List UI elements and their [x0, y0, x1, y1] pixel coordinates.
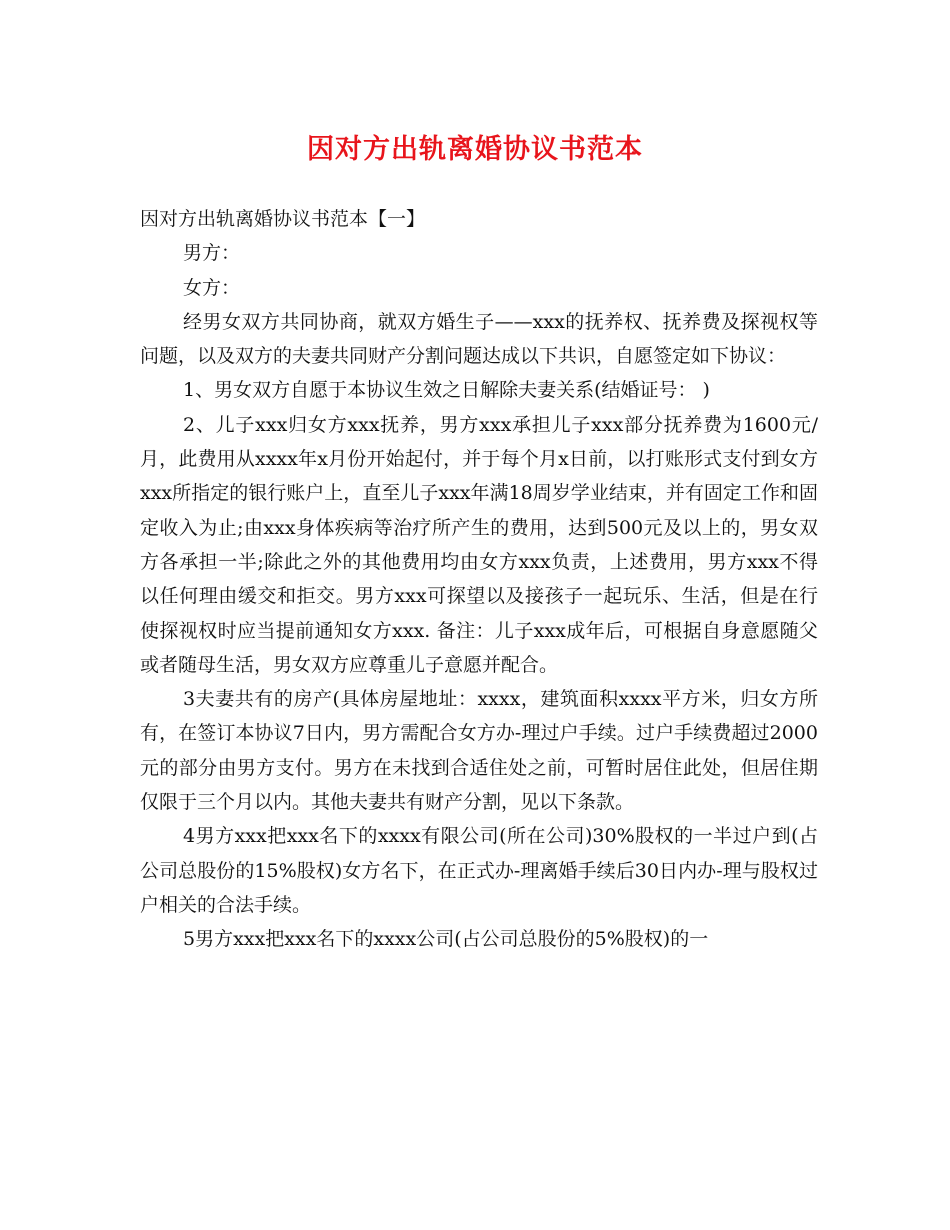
- clause-1-paragraph: 1、男女双方自愿于本协议生效之日解除夫妻关系(结婚证号： ): [183, 379, 710, 402]
- clause-5-paragraph: 5男方xxx把xxx名下的xxxx公司(占公司总股份的5%股权)的一: [183, 928, 709, 951]
- party-female-line: 女方：: [183, 276, 241, 299]
- preamble-paragraph: 经男女双方共同协商，就双方婚生子——xxx的抚养权、抚养费及探视权等问题，以及双方的夫妻共同财产分割问题达成以下共识，自愿签定如下协议：: [140, 310, 818, 368]
- clause-2-paragraph: 2、儿子xxx归女方xxx抚养，男方xxx承担儿子xxx部分抚养费为1600元/月，此费用从xxxx年x月份开始起付，并于每个月x日前，以打账形式支付到女方xxx所指定的银行账户上，直至儿子xxx年满18周岁学业结束，并有固定工作和固定收入为止;由xxx身体疾病等治疗所产生的费用，达到500元及以上的，男女双方各承担一半;除此之外的其他费用均由女方xxx负责，上述费用，男方xxx不得以任何理由缓交和拒交。男方xxx可探望以及接孩子一起玩乐、生活，但是在行使探视权时应当提前通知女方xxx. 备注：儿子xxx成年后，可根据自身意愿随父或者随母生活，男女双方应尊重儿子意愿并配合。: [140, 413, 818, 676]
- section-heading: 因对方出轨离婚协议书范本【一】: [140, 208, 426, 230]
- document-body: [140, 202, 818, 957]
- clause-3-paragraph: 3夫妻共有的房产(具体房屋地址：xxxx，建筑面积xxxx平方米，归女方所有，在签订本协议7日内，男方需配合女方办-理过户手续。过户手续费超过2000元的部分由男方支付。男方在未找到合适住处之前，可暂时居住此处，但居住期仅限于三个月以内。其他夫妻共有财产分割，见以下条款。: [140, 688, 818, 814]
- document-title: 因对方出轨离婚协议书范本: [307, 134, 643, 165]
- party-male-line: 男方：: [183, 242, 241, 265]
- clause-4-paragraph: 4男方xxx把xxx名下的xxxx有限公司(所在公司)30%股权的一半过户到(占公司总股份的15%股权)女方名下，在正式办-理离婚手续后30日内办-理与股权过户相关的合法手续。: [140, 825, 818, 916]
